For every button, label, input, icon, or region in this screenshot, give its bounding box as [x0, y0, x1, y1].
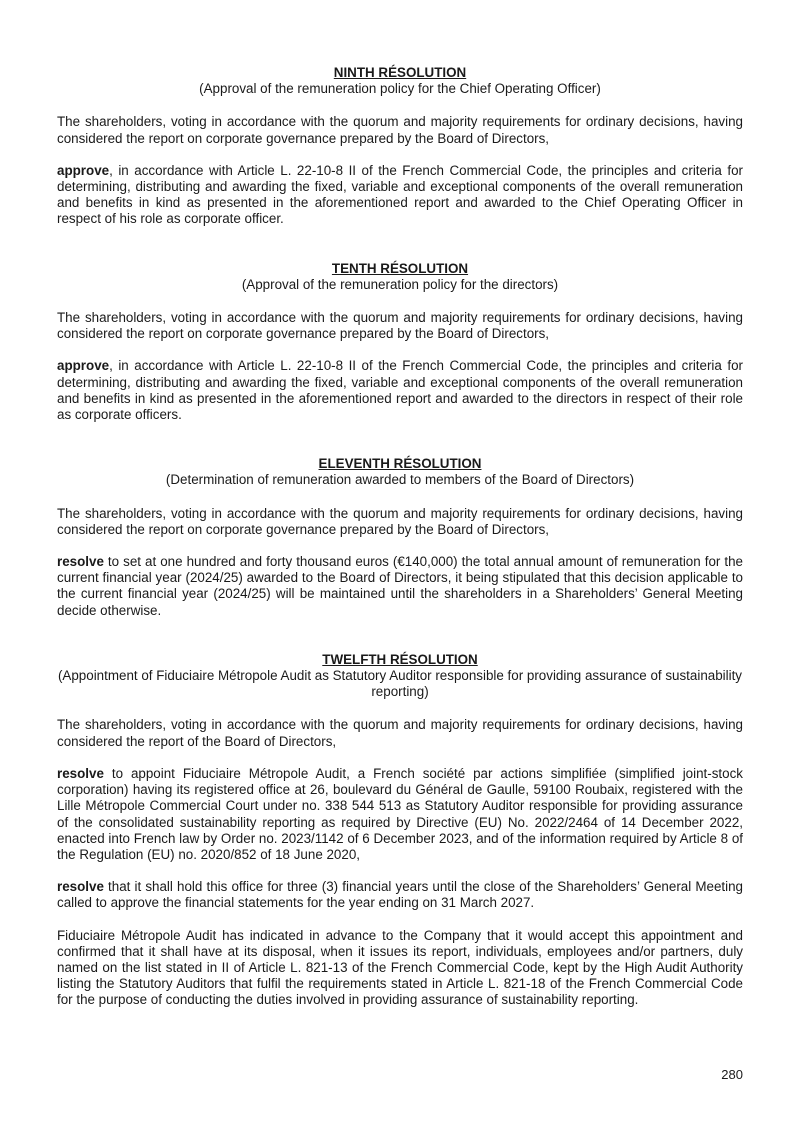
resolution-paragraph [57, 358, 743, 423]
resolution-subtitle: (Determination of remuneration awarded to members of the Board of Directors) [165, 472, 635, 488]
paragraph-keyword: approve [57, 358, 110, 374]
resolution-paragraph [57, 879, 743, 911]
paragraph-text: that it shall hold this office for three (3) financial years until the close of the Shareholders’ General Meeting called to approve the financial statements for the year ending on 31 March 2027. [57, 879, 743, 911]
twelfth-resolution [57, 652, 743, 1009]
document-body [57, 65, 743, 1009]
paragraph-text: Fiduciaire Métropole Audit has indicated in advance to the Company that it would accept this appointment and confirmed that it shall have at its disposal, when it issues its report, individuals, employees and/or partners, duly named on the list stated in II of Article L. 821-13 of the French Commercial Code, kept by the High Audit Authority listing the Statutory Auditors that fulfil the requirements stated in Article L. 821-18 of the French Commercial Code for the purpose of conducting the duties involved in providing assurance of sustainability reporting. [57, 927, 743, 1008]
ninth-resolution [57, 65, 743, 228]
paragraph-text: , in accordance with Article L. 22-10-8 II of the French Commercial Code, the principles and criteria for determining, distributing and awarding the fixed, variable and exceptional components of the overall remuneration and benefits in kind as presented in the aforementioned report and awarded to the directors in respect of their role as corporate officers. [57, 358, 743, 423]
paragraph-text: The shareholders, voting in accordance with the quorum and majority requirements for ordinary decisions, having considered the report on corporate governance prepared by the Board of Directors, [57, 505, 743, 537]
resolution-subtitle: (Approval of the remuneration policy for the directors) [241, 276, 559, 292]
paragraph-text: , in accordance with Article L. 22-10-8 II of the French Commercial Code, the principles and criteria for determining, distributing and awarding the fixed, variable and exceptional components of the overall remuneration and benefits in kind as presented in the aforementioned report and awarded to the Chief Operating Officer in respect of his role as corporate officer. [57, 162, 743, 227]
paragraph-text: to set at one hundred and forty thousand euros (€140,000) the total annual amount of remuneration for the current financial year (2024/25) awarded to the Board of Directors, it being stipulated that this decision applicable to the current financial year (2024/25) will be maintained until the shareholders in a Shareholders’ General Meeting decide otherwise. [57, 554, 743, 618]
resolution-paragraph [57, 506, 743, 538]
paragraph-text: The shareholders, voting in accordance with the quorum and majority requirements for ordinary decisions, having considered the report of the Board of Directors, [57, 717, 743, 749]
paragraph-keyword: resolve [57, 879, 104, 895]
paragraph-text: to appoint Fiduciaire Métropole Audit, a French société par actions simplifiée (simplified joint-stock corporation) having its registered office at 26, boulevard du Général de Gaulle, 59100 Roubaix, registered with the Lille Métropole Commercial Court under no. 338 544 513 as Statutory Auditor responsible for providing assurance of the consolidated sustainability reporting as required by Directive (EU) No. 2022/2464 of 14 December 2022, enacted into French law by Order no. 2023/1142 of 6 December 2023, and of the information required by Article 8 of the Regulation (EU) no. 2020/852 of 18 June 2020, [57, 765, 743, 862]
paragraph-keyword: resolve [57, 765, 104, 781]
paragraph-keyword: resolve [57, 554, 104, 570]
tenth-resolution [57, 261, 743, 424]
resolution-paragraph [57, 717, 743, 749]
resolution-paragraph [57, 554, 743, 619]
resolution-subtitle: (Approval of the remuneration policy for the Chief Operating Officer) [199, 81, 601, 97]
resolution-title: TENTH RÉSOLUTION [331, 260, 469, 276]
page-number: 280 [721, 1067, 743, 1082]
resolution-subtitle: (Appointment of Fiduciaire Métropole Audit as Statutory Auditor responsible for providing assurance of sustainability reporting) [57, 668, 743, 700]
resolution-title: ELEVENTH RÉSOLUTION [318, 456, 482, 472]
paragraph-keyword: approve [57, 162, 110, 178]
resolution-paragraph [57, 114, 743, 146]
resolution-title: NINTH RÉSOLUTION [333, 65, 467, 80]
resolution-paragraph [57, 310, 743, 342]
paragraph-text: The shareholders, voting in accordance with the quorum and majority requirements for ordinary decisions, having considered the report on corporate governance prepared by the Board of Directors, [57, 310, 743, 342]
resolution-paragraph [57, 928, 743, 1009]
resolution-paragraph [57, 766, 743, 863]
paragraph-text: The shareholders, voting in accordance with the quorum and majority requirements for ordinary decisions, having considered the report on corporate governance prepared by the Board of Directors, [57, 114, 743, 146]
resolution-title: TWELFTH RÉSOLUTION [322, 651, 478, 667]
resolution-paragraph [57, 163, 743, 228]
eleventh-resolution [57, 456, 743, 619]
